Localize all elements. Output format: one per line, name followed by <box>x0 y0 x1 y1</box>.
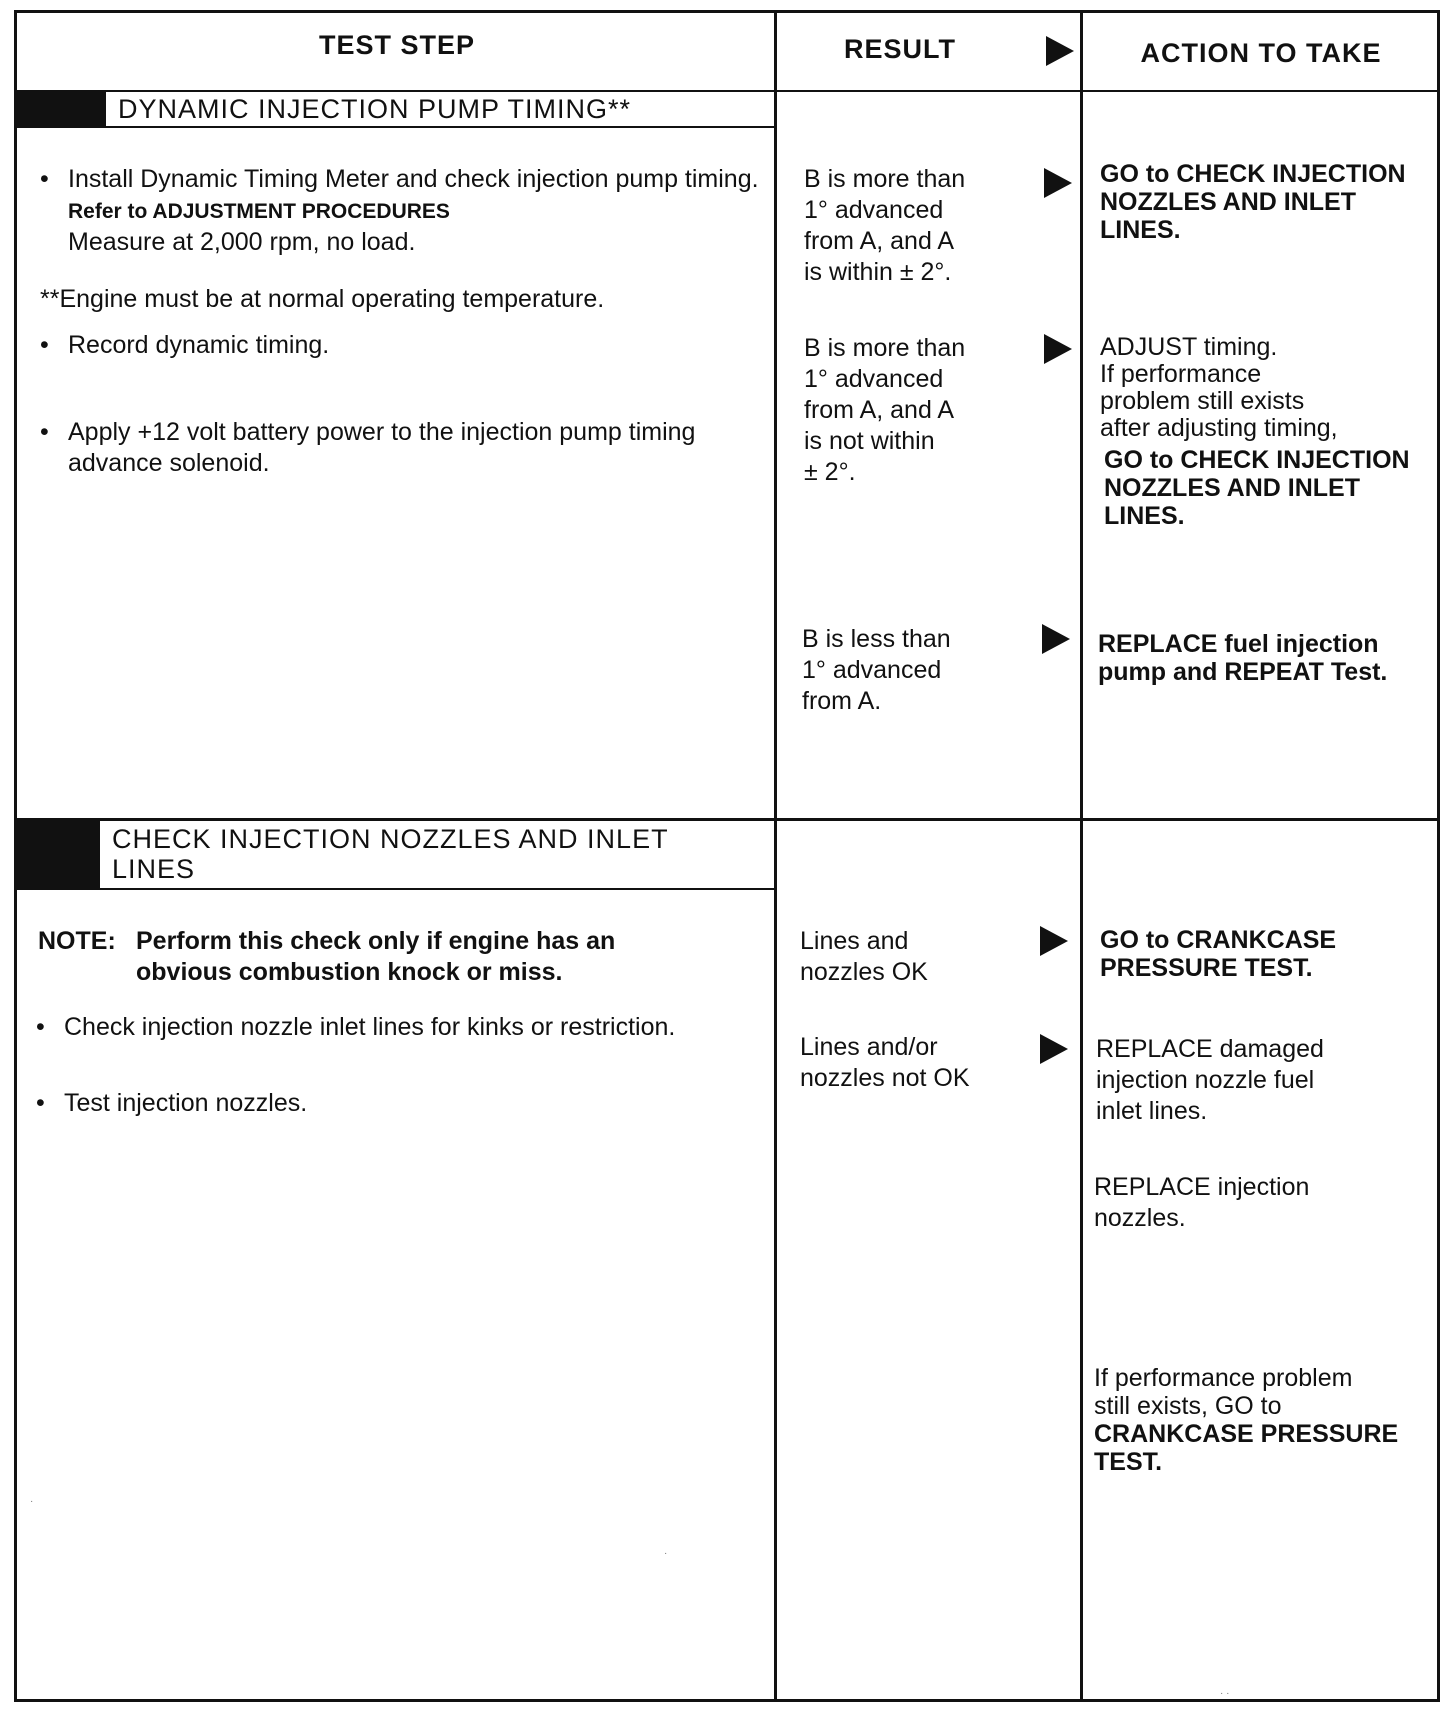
section2-result-2-arrow-icon <box>1040 1034 1068 1064</box>
section1-marker <box>14 90 106 128</box>
section1-result-2: B is more than 1° advanced from A, and A is not within ± 2°. <box>804 334 966 486</box>
section2-action-1: GO to CRANKCASE PRESSURE TEST. <box>1100 926 1337 982</box>
section2-action-4-text: If performance problem still exists, GO to <box>1094 1364 1353 1420</box>
section1-step1-tail: Measure at 2,000 rpm, no load. <box>68 228 416 256</box>
section2-marker <box>14 820 100 890</box>
scan-speck: · <box>30 1496 34 1507</box>
section2-action-2: REPLACE damaged injection nozzle fuel inlet lines. <box>1096 1035 1324 1125</box>
section2-result-1: Lines and nozzles OK <box>800 927 928 986</box>
scan-speck: · <box>664 1548 668 1559</box>
section1-result-1-arrow-icon <box>1044 168 1072 198</box>
header-action: ACTION TO TAKE <box>1140 38 1382 68</box>
section1-title: DYNAMIC INJECTION PUMP TIMING** <box>118 94 632 124</box>
section1-action-1: GO to CHECK INJECTION NOZZLES AND INLET LINES. <box>1100 160 1406 244</box>
section2-note-text: Perform this check only if engine has an obvious combustion knock or miss. <box>136 927 616 986</box>
table-border-bottom <box>14 1699 1440 1702</box>
section2-title-underline <box>14 888 776 890</box>
scan-speck: · · <box>1220 1688 1230 1699</box>
section2-title: CHECK INJECTION NOZZLES AND INLET LINES <box>112 824 669 884</box>
column-divider-result <box>774 10 777 1702</box>
diagnostic-table <box>10 8 1444 1708</box>
section1-result-3: B is less than 1° advanced from A. <box>802 625 951 715</box>
table-border-top <box>16 10 1440 13</box>
section-divider <box>14 818 1440 821</box>
section2-step2: • Test injection nozzles. <box>36 1088 714 1119</box>
section1-step1-main: Install Dynamic Timing Meter and check injection pump timing. <box>68 165 759 193</box>
section2-action-3: REPLACE injection nozzles. <box>1094 1173 1310 1232</box>
section1-result-2-arrow-icon <box>1044 334 1072 364</box>
section1-step3: • Apply +12 volt battery power to the injection pump timing advance solenoid. <box>40 417 748 479</box>
section1-action-3: REPLACE fuel injection pump and REPEAT Test. <box>1098 630 1388 686</box>
header-result: RESULT <box>844 34 956 64</box>
header-test-step: TEST STEP <box>318 30 476 60</box>
section2-step1: • Check injection nozzle inlet lines for kinks or restriction. <box>36 1012 714 1043</box>
section1-result-1: B is more than 1° advanced from A, and A is within ± 2°. <box>804 165 966 286</box>
section1-step1 <box>40 164 768 258</box>
table-border-right <box>1437 10 1440 1702</box>
section2-note-label: NOTE: <box>38 927 116 955</box>
section1-step2: • Record dynamic timing. <box>40 330 768 361</box>
column-divider-action <box>1080 10 1083 1702</box>
section1-step1-ref: Refer to ADJUSTMENT PROCEDURES <box>68 200 450 223</box>
header-divider <box>14 90 1440 92</box>
section1-action-2-text: ADJUST timing. If performance problem still exists after adjusting timing, <box>1100 333 1338 442</box>
section2-result-1-arrow-icon <box>1040 926 1068 956</box>
section1-title-underline <box>14 126 776 128</box>
section2-result-2: Lines and/or nozzles not OK <box>800 1033 970 1092</box>
section1-result-3-arrow-icon <box>1042 624 1070 654</box>
section1-action-2-goto: GO to CHECK INJECTION NOZZLES AND INLET LINES. <box>1104 446 1410 530</box>
section1-footnote: **Engine must be at normal operating temperature. <box>40 285 605 313</box>
section2-action-4-goto: CRANKCASE PRESSURE TEST. <box>1094 1420 1399 1476</box>
header-arrow-icon <box>1046 36 1074 66</box>
